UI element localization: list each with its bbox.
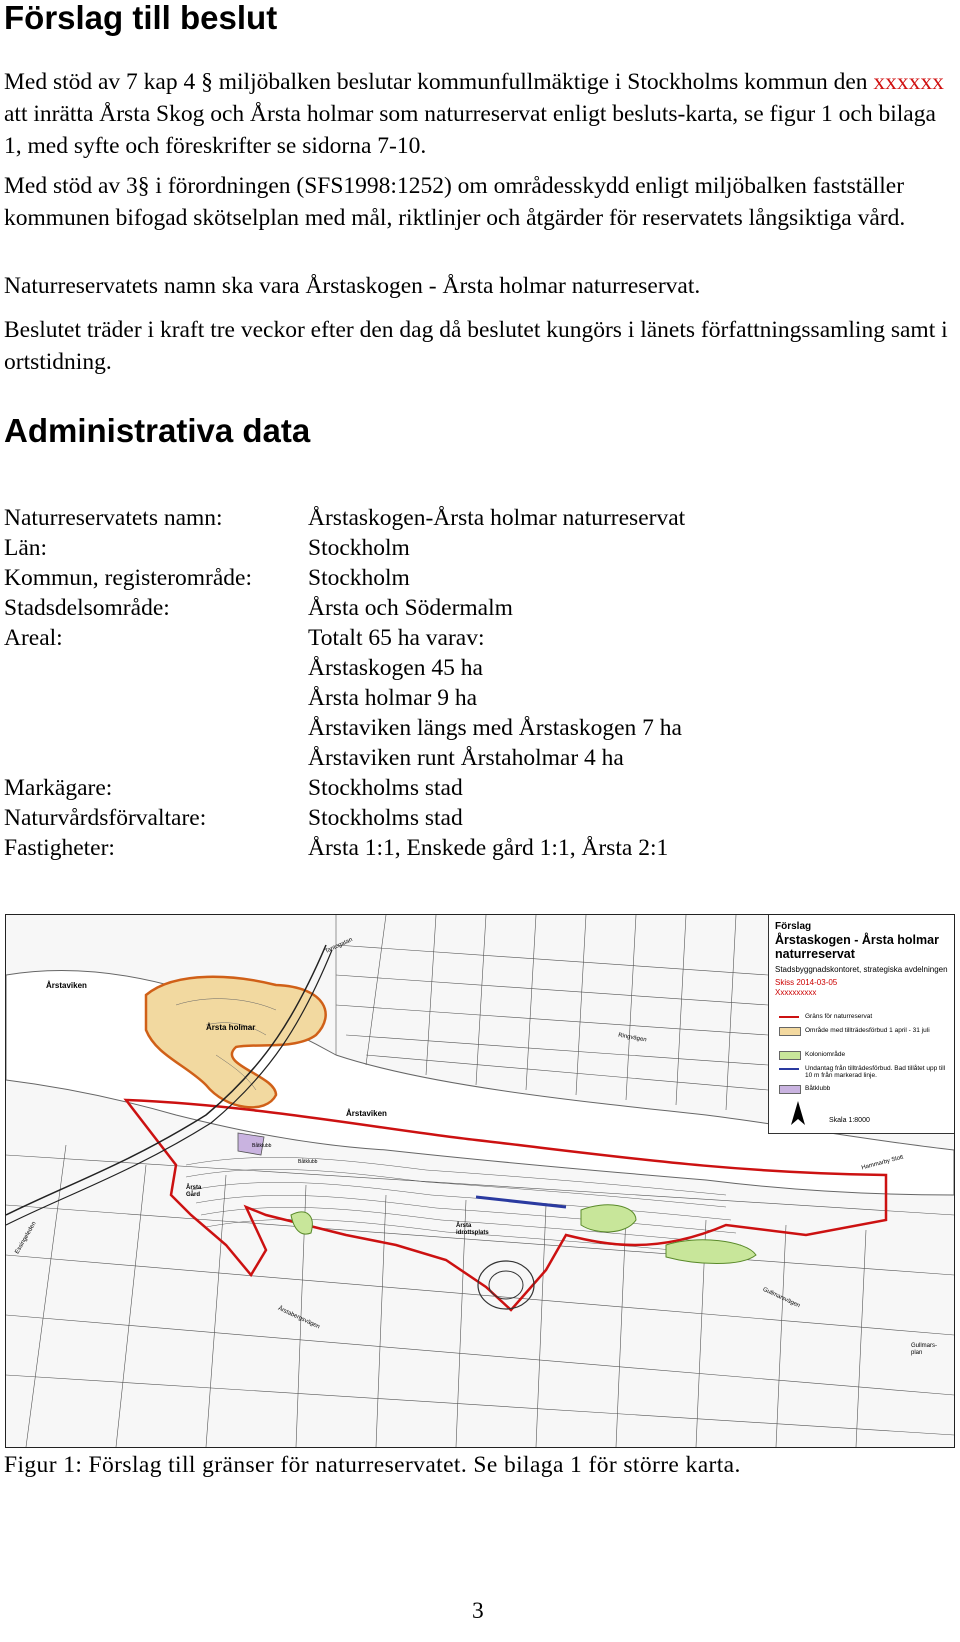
map-label-batklubb-2: Båtklubb	[298, 1159, 318, 1165]
admin-value: Stockholms stad	[308, 775, 463, 801]
legend-swatch	[779, 1051, 801, 1060]
map-label-arsta-holmar: Årsta holmar	[206, 1023, 256, 1032]
legend-item-label: Koloniområde	[805, 1051, 846, 1058]
paragraph-care-plan: Med stöd av 3§ i förordningen (SFS1998:1252) om områdesskydd enligt miljöbalken fastställer kommunen bifogad skötselplan med mål, riktlinjer och åtgärder för reservatets långsiktiga vård.	[4, 173, 906, 231]
admin-row	[4, 713, 954, 744]
paragraph-decision	[4, 66, 954, 162]
admin-row	[4, 833, 954, 864]
admin-value: Totalt 65 ha varav:	[308, 625, 485, 651]
admin-value: Stockholm	[308, 535, 410, 561]
north-arrow-icon	[783, 1099, 813, 1129]
heading-admin-data: Administrativa data	[4, 412, 311, 449]
map-label-gullmarsplan: Gullmars- plan	[911, 1343, 938, 1356]
map-label-arstaviken-west: Årstaviken	[46, 981, 87, 990]
paragraph-decision-part-a: Med stöd av 7 kap 4 § miljöbalken beslutar kommunfullmäktige i Stockholms kommun den	[4, 69, 874, 95]
admin-label: Naturreservatets namn:	[4, 505, 223, 531]
legend-code: Xxxxxxxxxx	[775, 988, 817, 997]
map-label-essingeleden: Essingeleden	[14, 1220, 38, 1256]
paragraph-reserve-name: Naturreservatets namn ska vara Årstaskogen - Årsta holmar naturreservat.	[4, 273, 701, 299]
map-label-ringvagen: Ringvägen	[617, 1032, 647, 1044]
legend-title-small: Förslag	[775, 921, 812, 932]
map-legend	[768, 915, 954, 1134]
legend-date: Skiss 2014-03-05	[775, 978, 838, 987]
legend-swatch	[779, 1085, 801, 1094]
heading-forslag: Förslag till beslut	[4, 0, 278, 36]
admin-row	[4, 803, 954, 834]
legend-item-label: Båtklubb	[805, 1085, 831, 1092]
admin-value: Stockholm	[308, 565, 410, 591]
map-label-arstaviken-center: Årstaviken	[346, 1109, 387, 1118]
admin-row	[4, 623, 954, 654]
paragraph-effect: Beslutet träder i kraft tre veckor efter den dag då beslutet kungörs i länets författningssamling samt i ortstidning.	[4, 317, 948, 375]
admin-row	[4, 593, 954, 624]
admin-row	[4, 533, 954, 564]
date-placeholder: xxxxxx	[873, 69, 944, 95]
legend-item-label: Gräns för naturreservat	[805, 1013, 873, 1020]
map-label-gullmarsvagen: Gullmarsvägen	[761, 1286, 801, 1310]
admin-value: Årstaskogen-Årsta holmar naturreservat	[308, 505, 686, 531]
admin-value: Årstaskogen 45 ha	[308, 655, 483, 681]
map-label-arsta-idrottsplats: Årsta idrottsplats	[456, 1223, 489, 1236]
legend-swatch	[779, 1016, 799, 1018]
figure-caption: Figur 1: Förslag till gränser för naturreservatet. Se bilaga 1 för större karta.	[4, 1452, 741, 1478]
legend-scale: Skala 1:8000	[829, 1117, 870, 1124]
map-label-tantogatan: Tantogatan	[324, 937, 354, 955]
admin-label: Län:	[4, 535, 48, 561]
page-number: 3	[472, 1598, 484, 1624]
legend-item-label: Område med tillträdesförbud 1 april - 31 juli	[805, 1027, 930, 1034]
legend-swatch	[779, 1068, 799, 1070]
admin-value: Stockholms stad	[308, 805, 463, 831]
map-label-arsta-gard: Årsta Gård	[186, 1185, 202, 1198]
admin-value: Årstaviken runt Årstaholmar 4 ha	[308, 745, 624, 771]
admin-row	[4, 773, 954, 804]
map-label-arstabergsvagen: Årstabergsvägen	[276, 1305, 321, 1331]
admin-label: Fastigheter:	[4, 835, 115, 861]
admin-label: Kommun, registerområde:	[4, 565, 252, 591]
map-label-batklubb-1: Båtklubb	[252, 1143, 272, 1149]
map-label-hammarby-slott: Hammarby Slott	[860, 1154, 905, 1172]
admin-value: Årsta 1:1, Enskede gård 1:1, Årsta 2:1	[308, 835, 669, 861]
admin-label: Markägare:	[4, 775, 113, 801]
admin-label: Areal:	[4, 625, 63, 651]
legend-swatch	[779, 1027, 801, 1036]
legend-title: Årstaskogen - Årsta holmar naturreservat	[775, 933, 939, 961]
legend-item-label: Undantag från tillträdesförbud. Bad tillåtet upp till 10 m från markerad linje.	[805, 1065, 946, 1079]
legend-organisation: Stadsbyggnadskontoret, strategiska avdelningen	[775, 965, 948, 974]
admin-row	[4, 743, 954, 774]
admin-value: Årsta holmar 9 ha	[308, 685, 478, 711]
paragraph-decision-part-b: att inrätta Årsta Skog och Årsta holmar som naturreservat enligt besluts-karta, se figur 1 och bilaga 1, med syfte och föreskrifter se sidorna 7-10.	[4, 101, 936, 159]
admin-row	[4, 683, 954, 714]
admin-row	[4, 503, 954, 534]
admin-label: Stadsdelsområde:	[4, 595, 170, 621]
admin-row	[4, 653, 954, 684]
admin-label: Naturvårdsförvaltare:	[4, 805, 207, 831]
admin-value: Årstaviken längs med Årstaskogen 7 ha	[308, 715, 682, 741]
admin-row	[4, 563, 954, 594]
admin-value: Årsta och Södermalm	[308, 595, 513, 621]
reserve-map	[5, 914, 955, 1448]
